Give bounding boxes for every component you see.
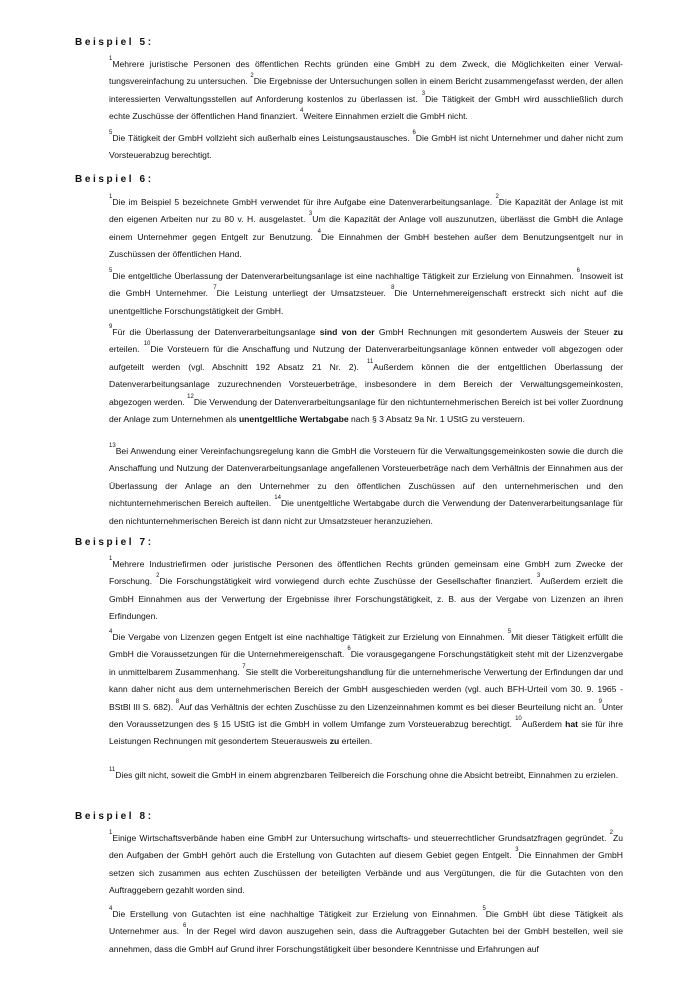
text-segment: Die GmbH ist nicht Unternehmer und daher nicht zum Vorsteuerabzug berechtigt. <box>109 133 623 161</box>
text-segment: Unter den Voraussetzungen des § 15 UStG ist die GmbH in vollem Umfange zum Vorsteuerabzug berechtigt. <box>109 701 624 730</box>
sentence-number: 1 <box>109 55 113 62</box>
sentence-number: 3 <box>421 90 426 97</box>
paragraph <box>109 906 623 958</box>
sentence-number: 1 <box>109 829 113 836</box>
text-segment: erteilen. <box>109 344 144 355</box>
text-segment: In der Regel wird davon auszugehen sein, dass die Auftraggeber Gutachten bei der GmbH bestellen, weil sie annehmen, dass die GmbH auf Grund ihrer Forschungstätigkeit über besondere Kenntnisse und Erfahrungen auf <box>109 926 623 954</box>
sentence-number: 6 <box>576 267 580 274</box>
sentence-number: 3 <box>536 573 541 580</box>
paragraph <box>109 767 623 784</box>
sentence-number: 1 <box>109 555 113 562</box>
text-segment: Die Verwendung der Datenverarbeitungsanlage für den nichtunternehmerischen Bereich ist bei voller Zuordnung der Anlage zum Unternehmen als <box>109 396 623 425</box>
bold-text: hat <box>565 719 578 730</box>
text-segment: Die Kapazität der Anlage ist mit den eigenen Arbeiten nur zu 80 v. H. ausgelastet. <box>109 197 623 225</box>
text-segment: Mit dieser Tätigkeit erfüllt die GmbH die Voraussetzungen für die Unternehmereigenschaft. <box>109 632 623 660</box>
sentence-number: 2 <box>609 829 613 836</box>
paragraph <box>109 629 623 751</box>
text-segment: Die Einnahmen der GmbH setzen sich zusammen aus echten Zuschüssen der beteiligten Verbände und aus Vergütungen, die für die Gutachten von den Auftraggebern gezahlt worden sind. <box>109 850 623 896</box>
text-segment: Mehrere Industriefirmen oder juristische Personen des öffentlichen Rechts gründen gemeinsam eine GmbH zum Zwecke der Forschung. <box>109 559 623 587</box>
sentence-number: 12 <box>187 393 194 400</box>
bold-text: zu <box>329 736 340 747</box>
text-segment: Die Ergebnisse der Untersuchungen sollen in einem Bericht zusammengefasst werden, der allen interessierten Verwaltungsstellen auf Anforderung kostenlos zu überlassen ist. <box>109 76 623 104</box>
paragraph <box>109 194 623 264</box>
sentence-number: 8 <box>391 285 395 292</box>
text-segment: Dies gilt nicht, soweit die GmbH in einem abgrenzbaren Teilbereich die Forschung ohne die Absicht betreibt, Einnahmen zu erzielen. <box>115 770 619 780</box>
text-segment: Insoweit ist die GmbH Unternehmer. <box>109 271 623 299</box>
sentence-number: 9 <box>598 698 602 705</box>
text-segment: Die im Beispiel 5 bezeichnete GmbH verwendet für ihre Aufgabe eine Datenverarbeitungsanlage. <box>112 197 496 207</box>
sentence-number: 4 <box>109 905 113 912</box>
text-segment: Die vorausgegangene Forschungstätigkeit steht mit der Lizenzvergabe in unmittelbarem Zusammenhang. <box>109 649 624 677</box>
text-segment: Um die Kapazität der Anlage voll auszunutzen, überlässt die GmbH die Anlage einem Unternehmer gegen Entgelt zur Benutzung. <box>109 214 623 242</box>
sentence-number: 5 <box>482 905 486 912</box>
sentence-number: 4 <box>109 628 113 635</box>
text-segment: Die Forschungstätigkeit wird vorwiegend durch echte Zuschüsse der Gesellschafter finanziert. <box>159 576 537 587</box>
sentence-number: 7 <box>213 285 217 292</box>
bold-text: zu <box>613 327 623 337</box>
sentence-number: 8 <box>175 698 180 705</box>
sentence-number: 6 <box>412 129 416 136</box>
text-segment: Die Unternehmereigenschaft erstreckt sich nicht auf die unentgeltliche Forschungstätigkeit der GmbH. <box>109 288 623 316</box>
paragraph <box>109 443 623 530</box>
sentence-number: 1 <box>109 193 113 200</box>
sentence-number: 2 <box>156 573 160 580</box>
text-segment: Einige Wirtschaftsverbände haben eine GmbH zur Untersuchung wirtschafts- und steuerrechtlicher Grundsatzfragen gegründet. <box>112 833 610 843</box>
text-segment: Die GmbH übt diese Tätigkeit als Unternehmer aus. <box>109 909 623 937</box>
paragraph <box>109 56 623 126</box>
paragraph <box>109 830 623 900</box>
text-segment: Die entgeltliche Überlassung der Datenverarbeitungsanlage ist eine nachhaltige Tätigkeit zur Erzielung von Einnahmen. <box>112 271 577 281</box>
sentence-number: 2 <box>250 73 254 80</box>
text-segment: sie für ihre Leistungen Rechnungen mit gesondertem Steuerausweis <box>109 719 623 747</box>
text-segment: Außerdem können die der entgeltlichen Überlassung der Datenverarbeitungsanlage zuzurechnenden Vorsteuerbeträge, insbesondere in dem Bereich der Verwaltungsgemeinkosten, abgezogen werden. <box>109 361 623 407</box>
text-segment: Die Tätigkeit der GmbH vollzieht sich außerhalb eines Leistungsaustausches. <box>112 133 413 143</box>
text-segment: Außerdem <box>521 719 566 730</box>
section-heading: Beispiel 5: <box>75 37 154 48</box>
sentence-number: 6 <box>347 646 351 653</box>
sentence-number: 9 <box>109 323 113 330</box>
sentence-number: 4 <box>317 228 321 235</box>
paragraph <box>109 268 623 320</box>
text-segment: Die Vorsteuern für die Anschaffung und Nutzung der Datenverarbeitungsanlage können entweder voll abgezogen oder aufgeteilt werden (vgl. Abschnitt 192 Absatz 21 Nr. 2). <box>109 344 623 372</box>
sentence-number: 11 <box>109 766 116 773</box>
sentence-number: 13 <box>109 442 116 449</box>
sentence-number: 3 <box>308 211 313 218</box>
text-segment: nach § 3 Absatz 9a Nr. 1 UStG zu versteuern. <box>348 414 525 425</box>
section-heading: Beispiel 6: <box>75 174 154 185</box>
sentence-number: 4 <box>299 108 304 115</box>
paragraph <box>109 130 623 165</box>
paragraph <box>109 556 623 626</box>
text-segment: Die Tätigkeit der GmbH wird ausschließlich durch echte Zuschüsse der öffentlichen Hand finanziert. <box>109 93 623 122</box>
sentence-number: 5 <box>109 129 113 136</box>
sentence-number: 11 <box>366 358 374 365</box>
text-segment: GmbH Rechnungen mit gesondertem Ausweis der Steuer <box>374 327 614 337</box>
text-segment: Sie stellt die Vorbereitungshandlung für die unternehmerische Verwertung der Erfindungen dar und kann daher nicht aus dem unternehmerischen Bereich der GmbH ausgeschieden werden (vgl. auch BFH-Urteil vom 30. 9. 1965 - BStBl III S. 682). <box>109 666 623 712</box>
sentence-number: 7 <box>242 663 246 670</box>
sentence-number: 10 <box>515 715 522 722</box>
text-segment: Die Einnahmen der GmbH bestehen außer dem Benutzungsentgelt nur in Zuschüssen der öffentlichen Hand. <box>109 231 623 260</box>
text-segment: Die Vergabe von Lizenzen gegen Entgelt ist eine nachhaltige Tätigkeit zur Erzielung von Einnahmen. <box>112 632 508 642</box>
text-segment: Bei Anwendung einer Vereinfachungsregelung kann die GmbH die Vorsteuern für die Verwaltungsgemeinkosten sowie die durch die Anschaffung und Nutzung der Datenverarbeitungsanlage angefallenen Vorsteuerbeträge nach dem Verhältnis der Einnahmen aus der Überlassung der Anlage an den Unternehmer zu den öffentlichen Zuschüssen auf den unternehmerischen und den nichtunternehmerischen Bereich aufteilen. <box>109 446 623 509</box>
text-segment: erteilen. <box>339 736 373 747</box>
bold-text: sind von der <box>319 327 375 337</box>
sentence-number: 6 <box>182 923 187 930</box>
text-segment: Die Erstellung von Gutachten ist eine nachhaltige Tätigkeit zur Erzielung von Einnahmen. <box>112 909 483 919</box>
text-segment: Zu den Aufgaben der GmbH gehört auch die Erstellung von Gutachten auf diesem Gebiet gegen Entgelt. <box>109 833 623 861</box>
section-heading: Beispiel 7: <box>75 537 154 548</box>
sentence-number: 2 <box>495 193 499 200</box>
text-segment: Die Leistung unterliegt der Umsatzsteuer. <box>216 288 392 299</box>
sentence-number: 14 <box>274 495 281 502</box>
paragraph <box>109 324 623 428</box>
section-heading: Beispiel 8: <box>75 811 154 822</box>
sentence-number: 10 <box>143 341 151 348</box>
sentence-number: 3 <box>515 847 519 854</box>
text-segment: Mehrere juristische Personen des öffentlichen Rechts gründen eine GmbH zu dem Zweck, die Möglichkeiten einer Verwaltungsvereinfachung zu untersuchen. <box>109 59 623 87</box>
text-segment: Für die Überlassung der Datenverarbeitungsanlage <box>112 327 320 337</box>
sentence-number: 5 <box>109 267 113 274</box>
text-segment: Außerdem erzielt die GmbH Einnahmen aus der Verwertung der Ergebnisse ihrer Forschungstätigkeit, z. B. aus der Vergabe von Lizenzen an ihren Erfindungen. <box>109 576 623 622</box>
sentence-number: 5 <box>507 628 512 635</box>
text-segment: Auf das Verhältnis der echten Zuschüsse zu den Lizenzeinnahmen kommt es bei dieser Beurteilung nicht an. <box>179 701 599 712</box>
text-segment: Die unentgeltliche Wertabgabe durch die Verwendung der Datenverarbeitungsanlage für den nichtunternehmerischen Bereich ist dann nicht zur Umsatzsteuer heranzuziehen. <box>109 498 623 526</box>
bold-text: unentgeltliche Wertabgabe <box>238 414 349 425</box>
text-segment: Weitere Einnahmen erzielt die GmbH nicht. <box>303 111 468 122</box>
